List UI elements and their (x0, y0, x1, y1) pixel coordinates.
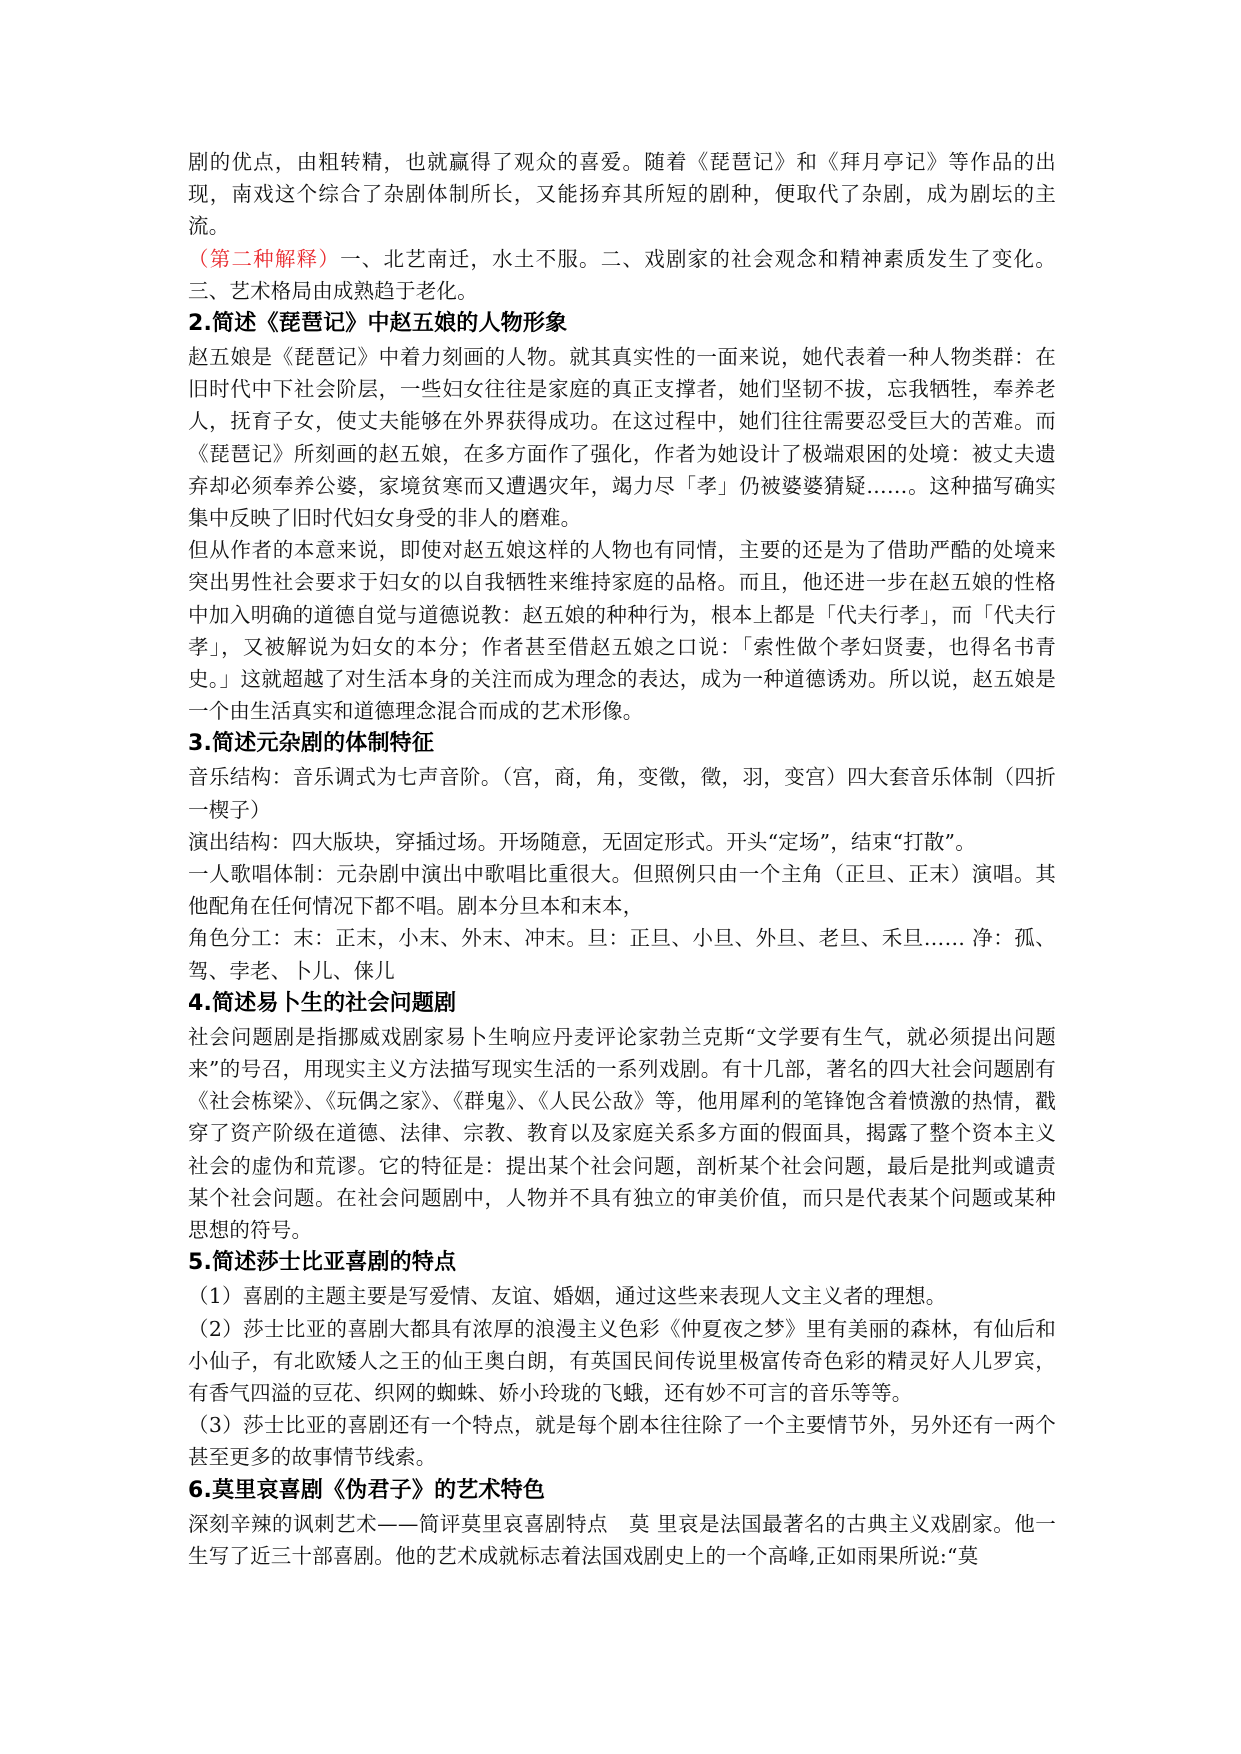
section-4-heading: 4.简述易卜生的社会问题剧 (188, 990, 457, 1016)
section-3-paragraph-2: 演出结构：四大版块，穿插过场。开场随意，无固定形式。开头“定场”，结束“打散”。 (188, 829, 976, 854)
second-explanation-paragraph (188, 243, 1056, 307)
second-explanation-label: （第二种解释） (188, 246, 341, 271)
section-4-paragraph-1: 社会问题剧是指挪威戏剧家易卜生响应丹麦评论家勃兰克斯“文学要有生气，就必须提出问题来”的号召，用现实主义方法描写现实生活的一系列戏剧。有十几部，著名的四大社会问题剧有《社会栋梁》、《玩偶之家》、《群鬼》、《人民公敌》等，他用犀利的笔锋饱含着愤激的热情，戳穿了资产阶级在道德、法律、宗教、教育以及家庭关系多方面的假面具，揭露了整个资本主义社会的虚伪和荒谬。它的特征是：提出某个社会问题，剖析某个社会问题，最后是批判或谴责某个社会问题。在社会问题剧中，人物并不具有独立的审美价值，而只是代表某个问题或某种思想的符号。 (188, 1024, 1056, 1243)
section-5-paragraph-1: （1）喜剧的主题主要是写爱情、友谊、婚姻，通过这些来表现人文主义者的理想。 (188, 1284, 947, 1309)
section-5-paragraph-2: （2）莎士比亚的喜剧大都具有浓厚的浪漫主义色彩《仲夏夜之梦》里有美丽的森林，有仙后和小仙子，有北欧矮人之王的仙王奥白朗，有英国民间传说里极富传奇色彩的精灵好人儿罗宾，有香气四溢的豆花、织网的蜘蛛、娇小玲珑的飞蛾，还有妙不可言的音乐等等。 (188, 1316, 1056, 1405)
section-2-paragraph-1: 赵五娘是《琵琶记》中着力刻画的人物。就其真实性的一面来说，她代表着一种人物类群：在旧时代中下社会阶层，一些妇女往往是家庭的真正支撑者，她们坚韧不拔，忘我牺牲，奉养老人，抚育子女，使丈夫能够在外界获得成功。在这过程中，她们往往需要忍受巨大的苦难。而《琵琶记》所刻画的赵五娘，在多方面作了强化，作者为她设计了极端艰困的处境：被丈夫遗弃却必须奉养公婆，家境贫寒而又遭遇灾年，竭力尽「孝」仍被婆婆猜疑……。这种描写确实集中反映了旧时代妇女身受的非人的磨难。 (188, 345, 1056, 531)
section-5-paragraph-3: （3）莎士比亚的喜剧还有一个特点，就是每个剧本往往除了一个主要情节外，另外还有一两个甚至更多的故事情节线索。 (188, 1413, 1056, 1470)
second-explanation-text: 一、北艺南迁，水土不服。二、戏剧家的社会观念和精神素质发生了变化。三、艺术格局由成熟趋于老化。 (188, 246, 1056, 303)
section-5-heading: 5.简述莎士比亚喜剧的特点 (188, 1250, 457, 1276)
section-6-paragraph-1: 深刻辛辣的讽刺艺术——简评莫里哀喜剧特点 莫 里哀是法国最著名的古典主义戏剧家。他一生写了近三十部喜剧。他的艺术成就标志着法国戏剧史上的一个高峰,正如雨果所说:“莫 (188, 1511, 1056, 1568)
section-6-heading: 6.莫里哀喜剧《伪君子》的艺术特色 (188, 1477, 546, 1503)
section-3-paragraph-1: 音乐结构：音乐调式为七声音阶。（宫，商，角，变徵，徵，羽，变宫）四大套音乐体制（四折一楔子） (188, 765, 1056, 822)
section-3-paragraph-4: 角色分工：末：正末，小末、外末、冲末。旦：正旦、小旦、外旦、老旦、禾旦…… 净：孤、驾、孛老、卜儿、俫儿 (188, 926, 1056, 983)
section-3-paragraph-3: 一人歌唱体制：元杂剧中演出中歌唱比重很大。但照例只由一个主角（正旦、正末）演唱。其他配角在任何情况下都不唱。剧本分旦本和末本， (188, 862, 1056, 919)
section-2-heading: 2.简述《琵琶记》中赵五娘的人物形象 (188, 311, 568, 337)
intro-paragraph: 剧的优点，由粗转精，也就赢得了观众的喜爱。随着《琵琶记》和《拜月亭记》等作品的出现，南戏这个综合了杂剧体制所长，又能扬弃其所短的剧种，便取代了杂剧，成为剧坛的主流。 (188, 150, 1056, 239)
section-3-heading: 3.简述元杂剧的体制特征 (188, 731, 435, 757)
document-page (188, 146, 1056, 1572)
section-2-paragraph-2: 但从作者的本意来说，即使对赵五娘这样的人物也有同情，主要的还是为了借助严酷的处境来突出男性社会要求于妇女的以自我牺牲来维持家庭的品格。而且，他还进一步在赵五娘的性格中加入明确的道德自觉与道德说教：赵五娘的种种行为，根本上都是「代夫行孝」，而「代夫行孝」，又被解说为妇女的本分；作者甚至借赵五娘之口说：「索性做个孝妇贤妻，也得名书青史。」这就超越了对生活本身的关注而成为理念的表达，成为一种道德诱劝。所以说，赵五娘是一个由生活真实和道德理念混合而成的艺术形像。 (188, 538, 1056, 724)
